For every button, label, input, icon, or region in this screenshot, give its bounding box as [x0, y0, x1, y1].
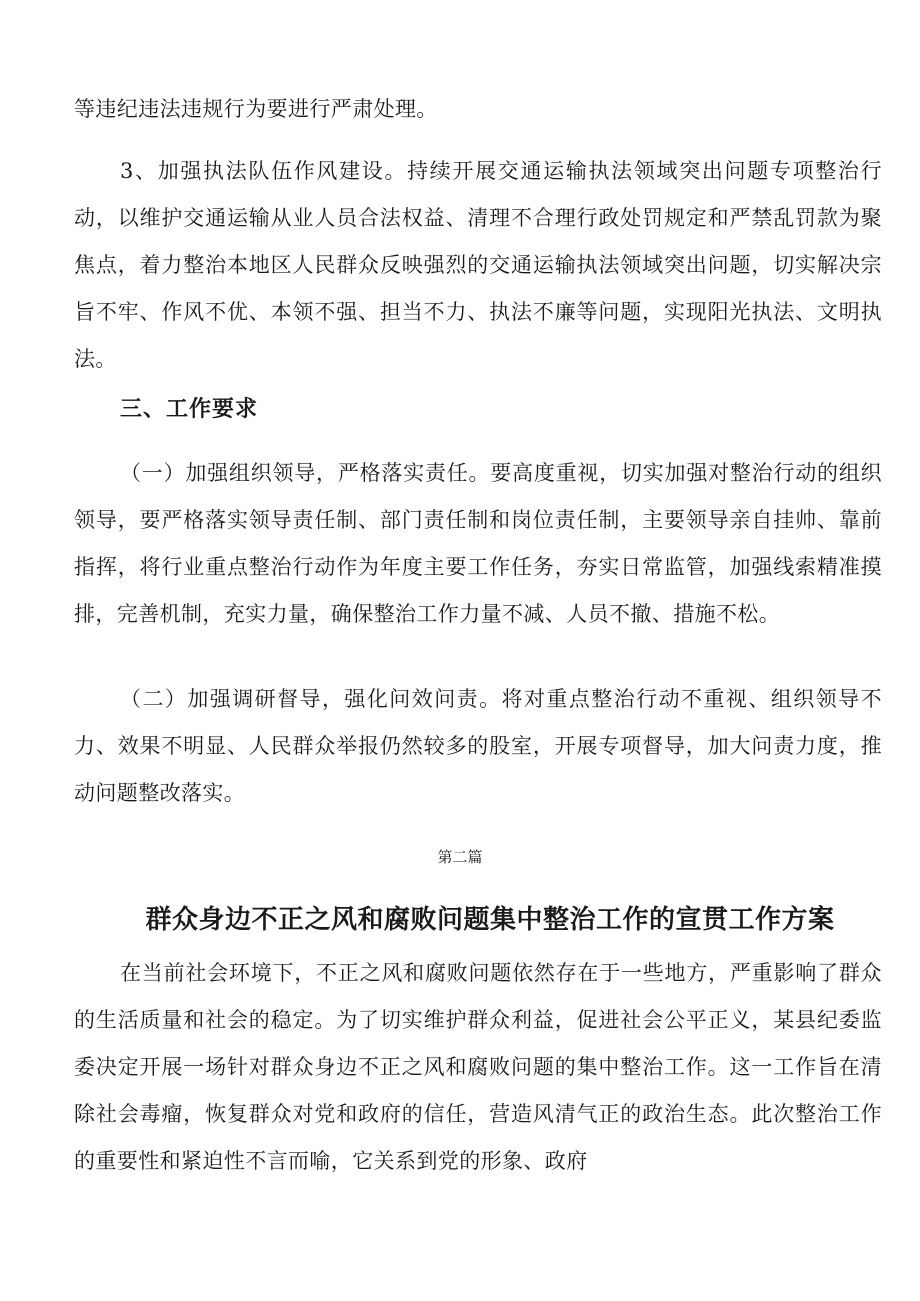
paragraph-intro: 在当前社会环境下，不正之风和腐败问题依然存在于一些地方，严重影响了群众的生活质量和社会的稳定。为了切实维护群众利益，促进社会公平正义，某县纪委监委决定开展一场针对群众身边不正之风和腐败问题的集中整治工作。这一工作旨在清除社会毒瘤，恢复群众对党和政府的信任，营造风清气正的政治生态。此次整治工作的重要性和紧迫性不言而喻，它关系到党的形象、政府 [74, 961, 882, 1173]
document-title: 群众身边不正之风和腐败问题集中整治工作的宣贯工作方案 [145, 905, 835, 935]
paragraph-item-3: 3、加强执法队伍作风建设。持续开展交通运输执法领域突出问题专项整治行动，以维护交通运输从业人员合法权益、清理不合理行政处罚规定和严禁乱罚款为聚焦点，着力整治本地区人民群众反映强烈的交通运输执法领域突出问题，切实解决宗旨不牢、作风不优、本领不强、担当不力、执法不廉等问题，实现阳光执法、文明执法。 [74, 159, 882, 371]
paragraph-requirement-2: （二）加强调研督导，强化问效问责。将对重点整治行动不重视、组织领导不力、效果不明显、人民群众举报仍然较多的股室，开展专项督导，加大问责力度，推动问题整改落实。 [74, 687, 882, 805]
paragraph-requirement-1: （一）加强组织领导，严格落实责任。要高度重视，切实加强对整治行动的组织领导，要严格落实领导责任制、部门责任制和岗位责任制，主要领导亲自挂帅、靠前指挥，将行业重点整治行动作为年度主要工作任务，夯实日常监管，加强线索精准摸排，完善机制，充实力量，确保整治工作力量不减、人员不撤、措施不松。 [74, 461, 882, 626]
section-label: 第二篇 [437, 848, 483, 866]
paragraph-continuation: 等违纪违法违规行为要进行严肃处理。 [74, 97, 438, 121]
section-heading-work-requirements: 三、工作要求 [120, 396, 259, 422]
